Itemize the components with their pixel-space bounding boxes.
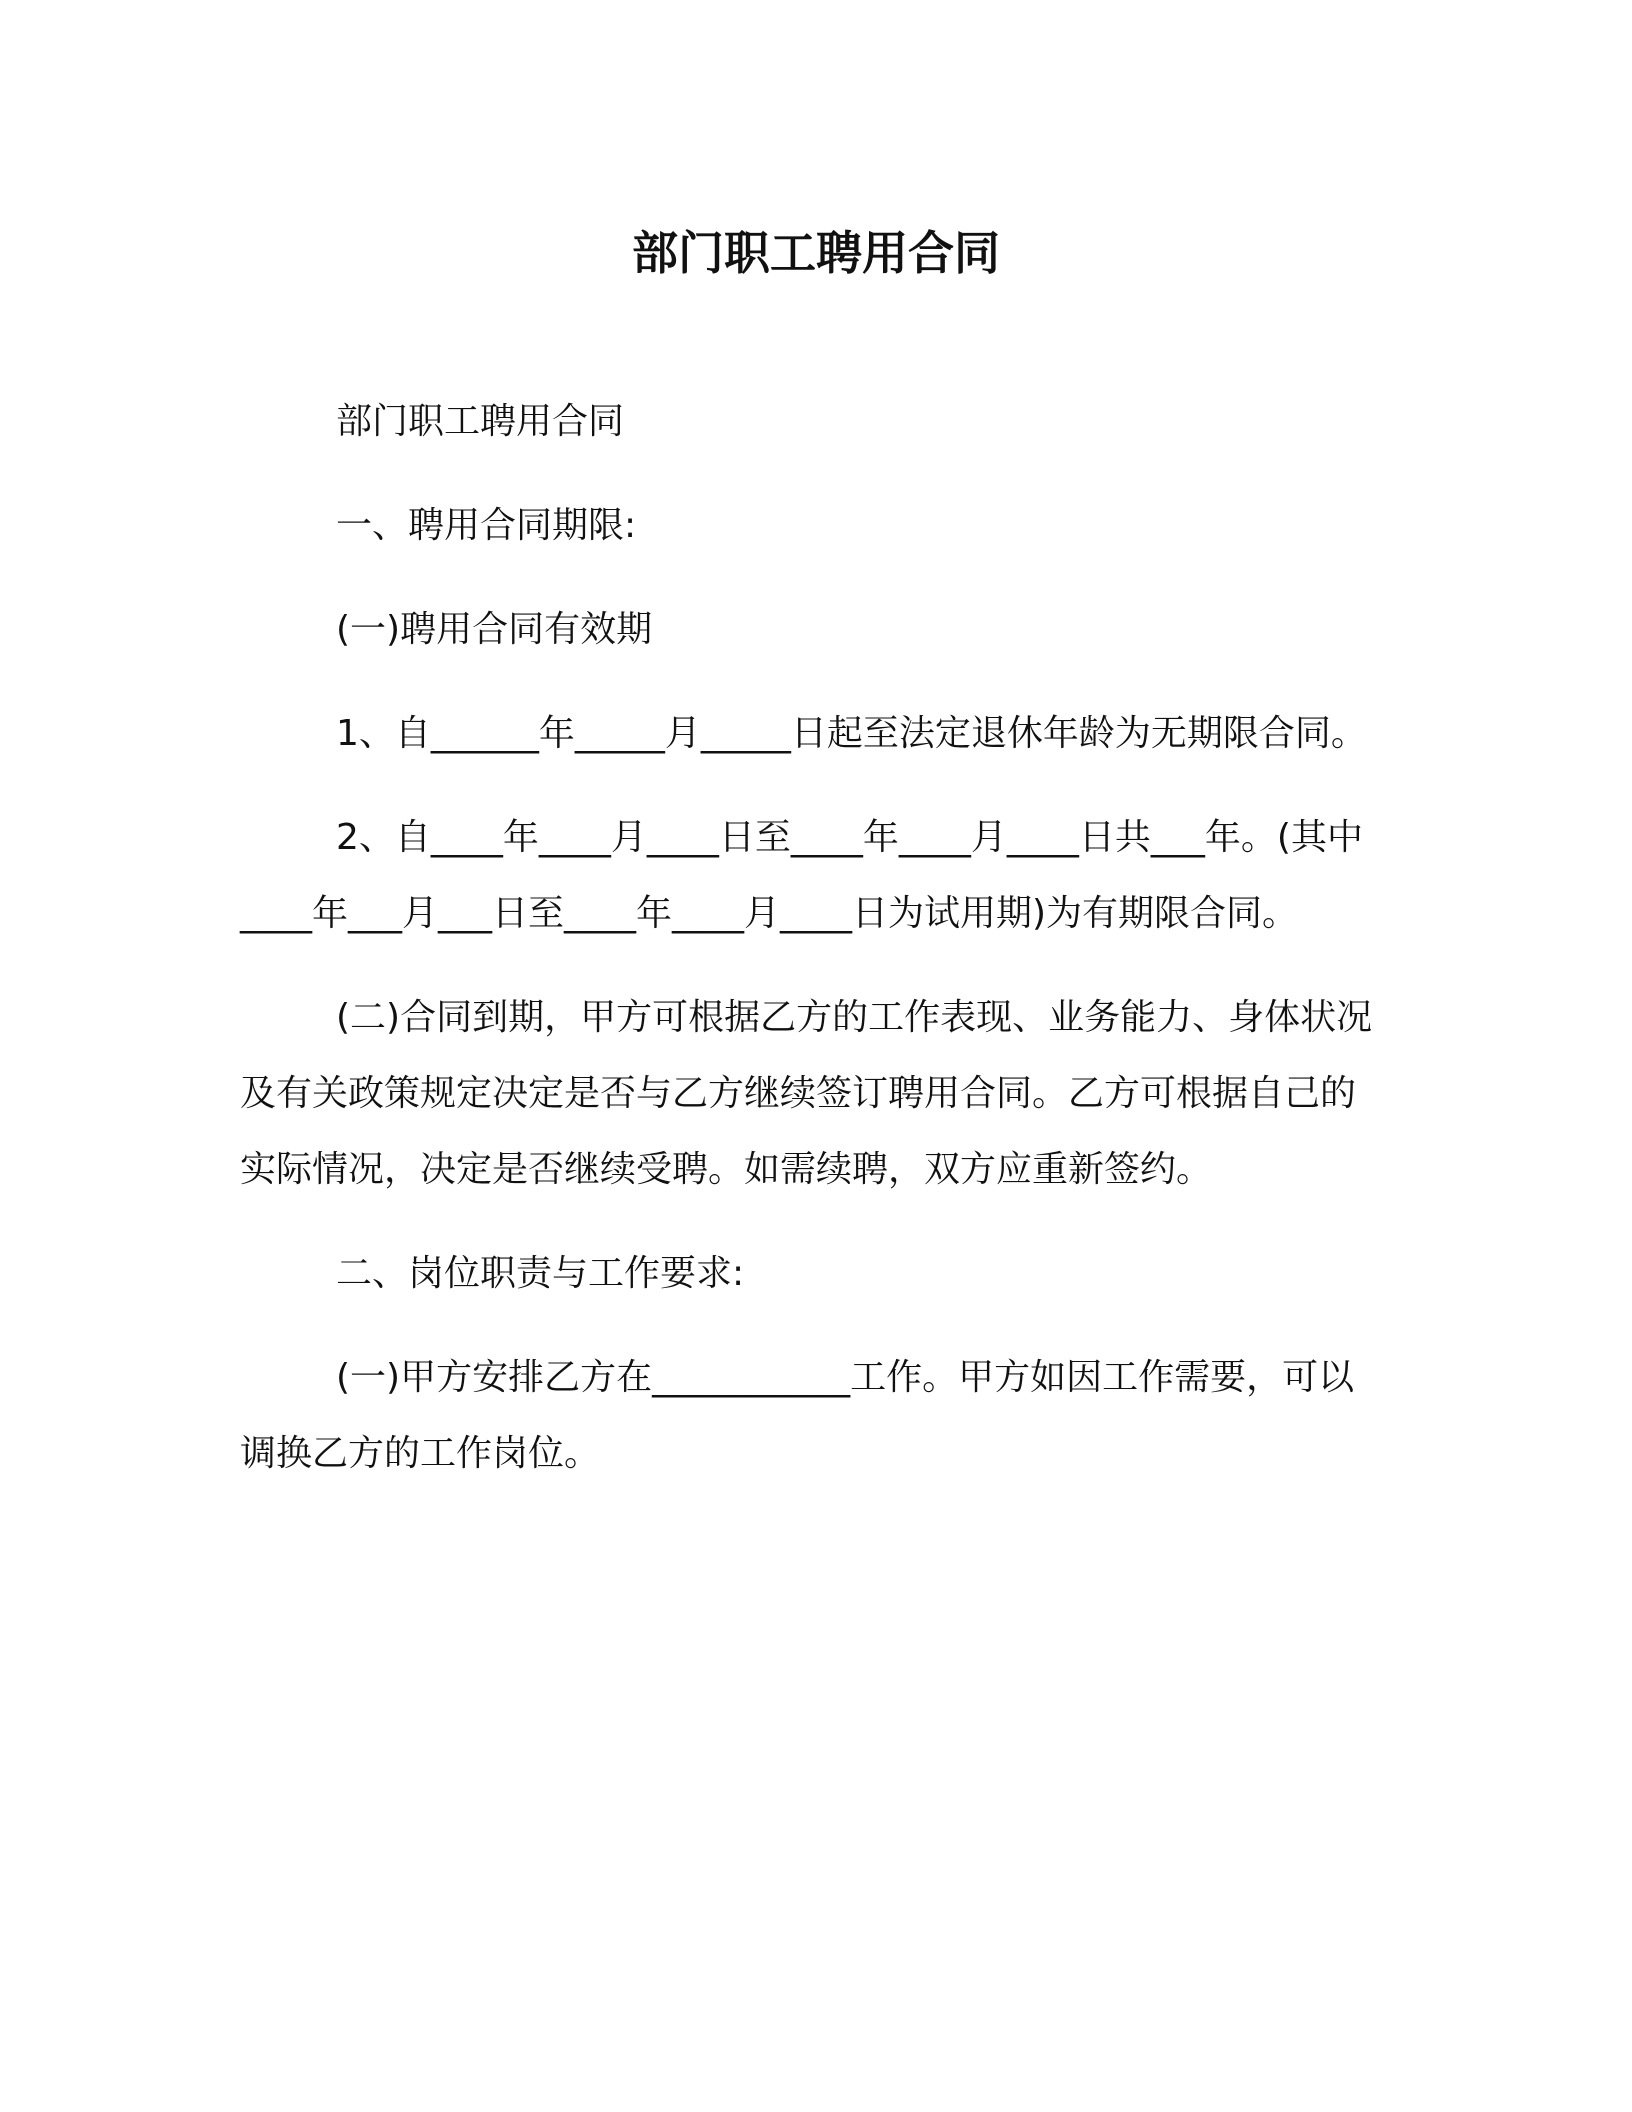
section-heading-term: 一、聘用合同期限:	[336, 505, 637, 546]
section-heading-duties: 二、岗位职责与工作要求:	[336, 1253, 745, 1294]
paragraph-contract-expiry: (二)合同到期，甲方可根据乙方的工作表现、业务能力、身体状况及有关政策规定决定是否与乙方继续签订聘用合同。乙方可根据自己的实际情况，决定是否继续受聘。如需续聘，双方应重新签约。	[240, 997, 1373, 1190]
document-title: 部门职工聘用合同	[632, 226, 1000, 280]
paragraph-job-assignment: (一)甲方安排乙方在___________工作。甲方如因工作需要，可以调换乙方的工作岗位。	[240, 1357, 1355, 1474]
paragraph-fixed-term: 2、自____年____月____日至____年____月____日共___年。(其中____年___月___日至____年____月____日为试用期)为有期限合同。	[240, 817, 1363, 934]
subsection-heading-validity: (一)聘用合同有效期	[336, 609, 653, 650]
paragraph-subtitle: 部门职工聘用合同	[336, 401, 625, 442]
paragraph-indefinite-term: 1、自______年_____月_____日起至法定退休年龄为无期限合同。	[336, 713, 1367, 754]
document-body	[240, 384, 1380, 1520]
